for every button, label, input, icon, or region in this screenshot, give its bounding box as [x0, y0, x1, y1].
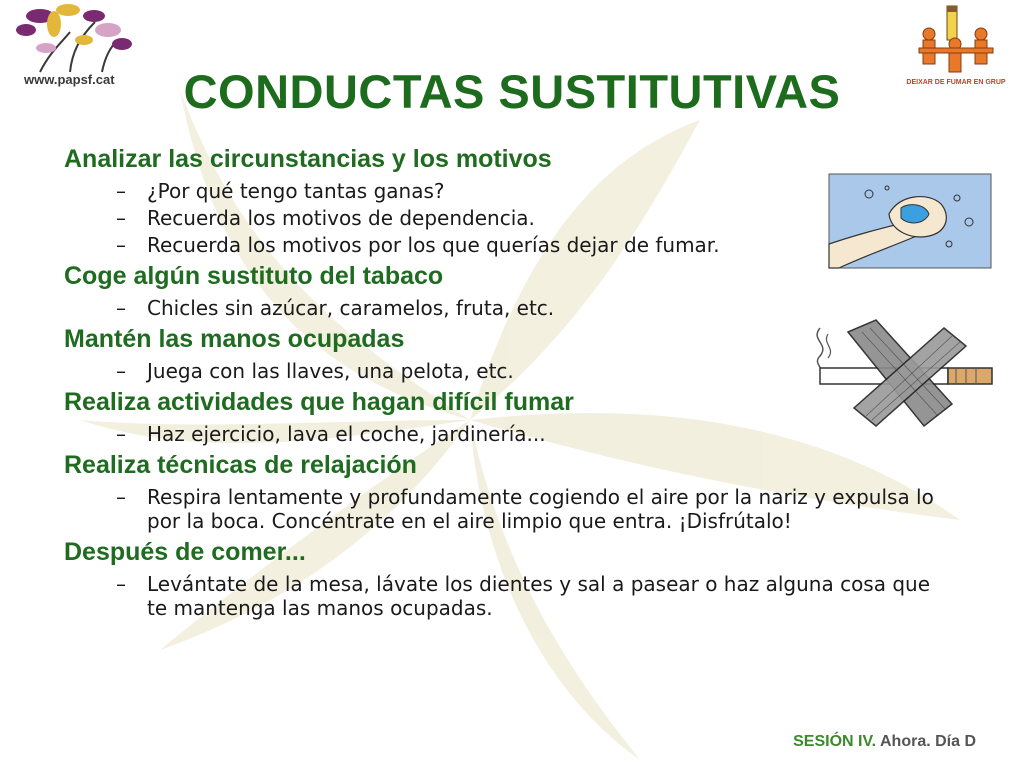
bullet-dash: – — [116, 206, 126, 230]
list-item-text: Recuerda los motivos de dependencia. — [147, 206, 535, 230]
bullet-dash: – — [116, 359, 126, 383]
section-heading: Realiza técnicas de relajación — [64, 451, 417, 479]
bullet-dash: – — [116, 485, 126, 509]
bullet-dash: – — [116, 233, 126, 257]
list-item-text: Haz ejercicio, lava el coche, jardinería... — [147, 422, 546, 446]
section-heading: Después de comer... — [64, 538, 306, 566]
list-item — [64, 179, 944, 203]
list-item-text: ¿Por qué tengo tantas ganas? — [147, 179, 445, 203]
list-item — [64, 206, 944, 230]
section-heading: Mantén las manos ocupadas — [64, 325, 405, 353]
footer-session: SESIÓN IV. — [793, 733, 877, 750]
page-title: CONDUCTAS SUSTITUTIVAS — [183, 65, 841, 118]
crossed-cigarette-illustration — [806, 320, 994, 430]
section-comer — [64, 536, 944, 620]
bullet-dash: – — [116, 296, 126, 320]
list-item-text: Respira lentamente y profundamente cogiendo el aire por la nariz y expulsa lo por la boca. Concéntrate en el aire limpio que entra. ¡Disfrútalo! — [147, 485, 934, 533]
list-item-text: Recuerda los motivos por los que querías dejar de fumar. — [147, 233, 720, 257]
list-item-text: Juega con las llaves, una pelota, etc. — [147, 359, 514, 383]
section-relajacion — [64, 449, 944, 533]
bullet-dash: – — [116, 422, 126, 446]
logo-url-text: www.papsf.cat — [24, 72, 115, 87]
section-sustituto — [64, 260, 944, 320]
list-item — [64, 572, 944, 620]
footer-rest: Ahora. Día D — [879, 733, 976, 750]
bullet-dash: – — [116, 179, 126, 203]
section-analizar — [64, 143, 944, 257]
list-item-text: Chicles sin azúcar, caramelos, fruta, etc. — [147, 296, 555, 320]
section-heading: Coge algún sustituto del tabaco — [64, 262, 444, 290]
hands-washing-illustration — [829, 174, 991, 268]
section-heading: Analizar las circunstancias y los motivos — [64, 145, 552, 173]
bullet-dash: – — [116, 572, 126, 596]
footer-session-label — [793, 733, 976, 751]
list-item — [64, 296, 944, 320]
list-item — [64, 485, 944, 533]
logo-right-caption: DEIXAR DE FUMAR EN GRUP — [906, 79, 1006, 86]
section-heading: Realiza actividades que hagan difícil fumar — [64, 388, 574, 416]
list-item-text: Levántate de la mesa, lávate los dientes y sal a pasear o haz alguna cosa que te mantenga las manos ocupadas. — [147, 572, 931, 620]
list-item — [64, 233, 944, 257]
